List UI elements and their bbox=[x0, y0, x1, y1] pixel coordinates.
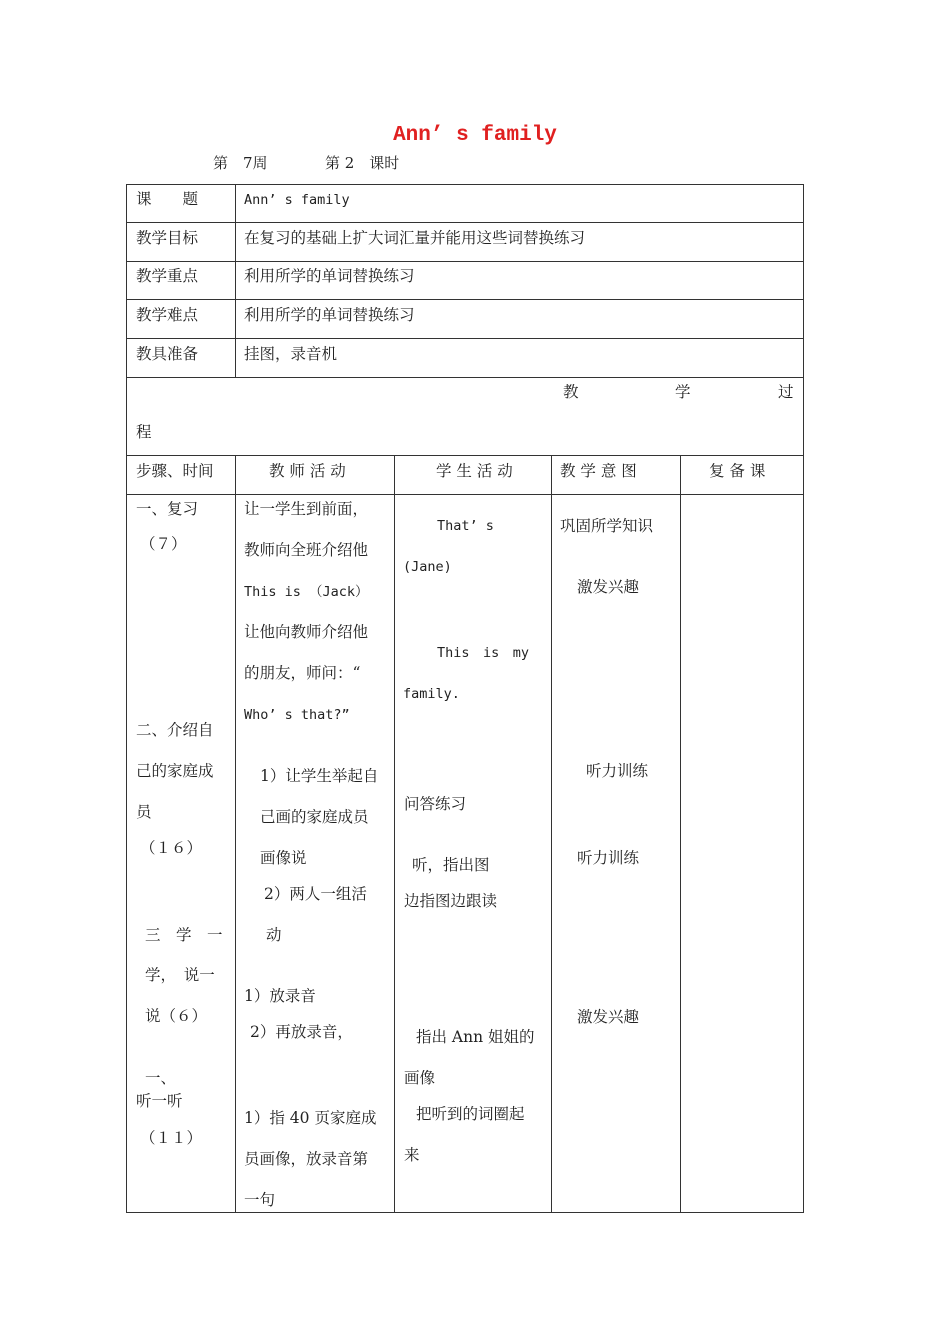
materials-label: 教具准备 bbox=[136, 345, 199, 363]
difficulty-value: 利用所学的单词替换练习 bbox=[244, 306, 415, 324]
objective-label: 教学目标 bbox=[136, 229, 199, 247]
teacher-line: 动 bbox=[266, 926, 282, 944]
student-line: family. bbox=[403, 686, 460, 702]
intent-line: 听力训练 bbox=[577, 849, 640, 867]
step-line: （７） bbox=[140, 535, 187, 553]
process-char-4: 程 bbox=[136, 423, 152, 441]
step-line: 说（６） bbox=[145, 1007, 208, 1025]
key-point-label: 教学重点 bbox=[136, 267, 199, 285]
step-line: 一、 bbox=[145, 1069, 177, 1087]
teacher-line: 1）指 40 页家庭成 bbox=[244, 1109, 377, 1127]
student-line: 把听到的词圈起 bbox=[416, 1105, 525, 1123]
teacher-line: 己画的家庭成员 bbox=[260, 808, 369, 826]
step-line: 员 bbox=[136, 803, 152, 821]
header-steps: 步骤、时间 bbox=[136, 462, 214, 480]
student-line: That’ s bbox=[437, 518, 494, 534]
step-line: （１１） bbox=[140, 1129, 203, 1147]
header-teacher: 教 师 活 动 bbox=[269, 462, 346, 480]
teacher-line: 教师向全班介绍他 bbox=[244, 541, 369, 559]
step-line: 己的家庭成 bbox=[136, 762, 214, 780]
student-line: 问答练习 bbox=[404, 795, 467, 813]
step-line: 三 学 一 bbox=[145, 926, 223, 944]
student-line: 来 bbox=[404, 1146, 420, 1164]
teacher-line: 2）两人一组活 bbox=[264, 885, 367, 903]
teacher-line: 让一学生到前面， bbox=[244, 500, 369, 518]
process-char-1: 教 bbox=[563, 383, 579, 401]
teacher-line: 员画像，放录音第 bbox=[244, 1150, 369, 1168]
header-review: 复 备 课 bbox=[709, 462, 766, 480]
teacher-line: 1）放录音 bbox=[244, 987, 316, 1005]
intent-line: 激发兴趣 bbox=[577, 578, 640, 596]
materials-value: 挂图，录音机 bbox=[244, 345, 338, 363]
objective-value: 在复习的基础上扩大词汇量并能用这些词替换练习 bbox=[244, 229, 586, 247]
student-line: 听，指出图 bbox=[412, 856, 490, 874]
student-line: 画像 bbox=[404, 1069, 436, 1087]
student-line: This is my bbox=[437, 645, 530, 661]
teacher-line: Who’ s that?” bbox=[244, 707, 350, 723]
step-line: 听一听 bbox=[136, 1092, 183, 1110]
student-line: 边指图边跟读 bbox=[404, 892, 498, 910]
intent-line: 听力训练 bbox=[586, 762, 649, 780]
teacher-line: This is （Jack） bbox=[244, 584, 369, 600]
step-line: （１６） bbox=[140, 839, 203, 857]
topic-value: Ann’ s family bbox=[244, 192, 350, 208]
teacher-line: 2）再放录音， bbox=[250, 1023, 353, 1041]
lesson-plan-table bbox=[126, 184, 804, 1213]
intent-line: 巩固所学知识 bbox=[560, 517, 654, 535]
header-intent: 教 学 意 图 bbox=[560, 462, 637, 480]
intent-line: 激发兴趣 bbox=[577, 1008, 640, 1026]
step-line: 二、介绍自 bbox=[136, 721, 214, 739]
difficulty-label: 教学难点 bbox=[136, 306, 199, 324]
student-line: 指出 Ann 姐姐的 bbox=[416, 1028, 535, 1046]
header-student: 学 生 活 动 bbox=[436, 462, 513, 480]
teacher-line: 1）让学生举起自 bbox=[260, 767, 379, 785]
step-line: 一、复习 bbox=[136, 500, 199, 518]
document-title: Ann’ s family bbox=[393, 124, 557, 147]
teacher-line: 的朋友，师问：“ bbox=[244, 664, 361, 682]
week-label: 第 7周 bbox=[213, 154, 268, 172]
process-char-3: 过 bbox=[778, 383, 794, 401]
teacher-line: 画像说 bbox=[260, 849, 307, 867]
teacher-line: 一句 bbox=[244, 1191, 276, 1209]
teacher-line: 让他向教师介绍他 bbox=[244, 623, 369, 641]
lesson-label: 第 2 课时 bbox=[325, 154, 400, 172]
topic-label: 课 题 bbox=[136, 190, 199, 208]
process-char-2: 学 bbox=[675, 383, 691, 401]
step-line: 学， 说一 bbox=[145, 966, 215, 984]
key-point-value: 利用所学的单词替换练习 bbox=[244, 267, 415, 285]
student-line: (Jane) bbox=[403, 559, 452, 575]
